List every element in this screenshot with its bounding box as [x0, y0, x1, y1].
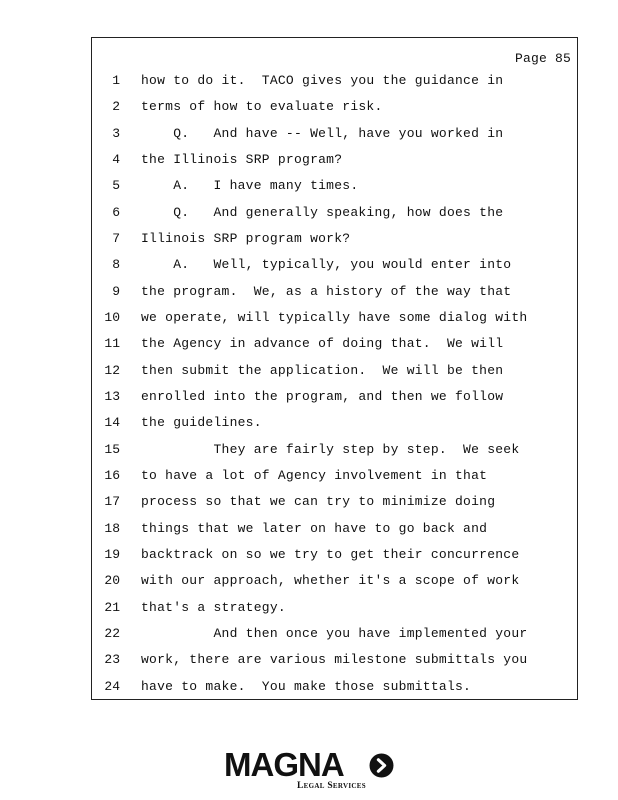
- line-text: Illinois SRP program work?: [141, 230, 351, 246]
- line-text: the guidelines.: [141, 415, 262, 431]
- transcript-line: [92, 571, 577, 591]
- transcript-line: [92, 97, 577, 117]
- line-text: the Agency in advance of doing that. We will: [141, 336, 504, 352]
- line-text: process so that we can try to minimize doing: [141, 494, 496, 510]
- line-number: 9: [112, 283, 120, 299]
- transcript-line: [92, 124, 577, 144]
- transcript-line: [92, 387, 577, 407]
- line-number: 19: [104, 546, 120, 562]
- transcript-line: [92, 440, 577, 460]
- transcript-line: [92, 624, 577, 644]
- line-text: with our approach, whether it's a scope of work: [141, 573, 520, 589]
- line-number: 18: [104, 520, 120, 536]
- line-number: 11: [104, 336, 120, 352]
- transcript-line: [92, 519, 577, 539]
- transcript-line: [92, 229, 577, 249]
- line-text: that's a strategy.: [141, 599, 286, 615]
- line-number: 2: [112, 99, 120, 115]
- line-number: 12: [104, 362, 120, 378]
- page-number: Page 85: [514, 51, 571, 66]
- line-text: then submit the application. We will be then: [141, 362, 504, 378]
- line-text: have to make. You make those submittals.: [141, 678, 472, 694]
- line-number: 3: [112, 125, 120, 141]
- transcript-line: [92, 255, 577, 275]
- line-text: A. I have many times.: [141, 178, 359, 194]
- transcript-line: [92, 176, 577, 196]
- line-number: 22: [104, 625, 120, 641]
- logo-wordmark: MAGNA: [224, 746, 344, 783]
- line-number: 5: [112, 178, 120, 194]
- line-number: 24: [104, 678, 120, 694]
- line-text: Q. And generally speaking, how does the: [141, 204, 504, 220]
- line-number: 10: [104, 309, 120, 325]
- transcript-line: [92, 282, 577, 302]
- transcript-line: [92, 466, 577, 486]
- line-text: terms of how to evaluate risk.: [141, 99, 383, 115]
- transcript-line: [92, 545, 577, 565]
- line-text: Q. And have -- Well, have you worked in: [141, 125, 504, 141]
- transcript-line: [92, 650, 577, 670]
- transcript-line: [92, 71, 577, 91]
- line-text: backtrack on so we try to get their concurrence: [141, 546, 520, 562]
- transcript-line: [92, 334, 577, 354]
- transcript-line: [92, 203, 577, 223]
- line-text: work, there are various milestone submittals you: [141, 652, 528, 668]
- line-text: the program. We, as a history of the way that: [141, 283, 512, 299]
- line-text: the Illinois SRP program?: [141, 151, 343, 167]
- transcript-line: [92, 361, 577, 381]
- transcript-line: [92, 150, 577, 170]
- transcript-line: [92, 308, 577, 328]
- line-number: 16: [104, 467, 120, 483]
- line-number: 6: [112, 204, 120, 220]
- line-number: 17: [104, 494, 120, 510]
- magna-logo: [224, 748, 404, 794]
- line-number: 1: [112, 73, 120, 88]
- line-text: A. Well, typically, you would enter into: [141, 257, 512, 273]
- line-number: 21: [104, 599, 120, 615]
- logo-subtitle: Legal Services: [297, 781, 366, 791]
- transcript-line: [92, 598, 577, 618]
- transcript-line: [92, 492, 577, 512]
- line-text: They are fairly step by step. We seek: [141, 441, 520, 457]
- line-number: 14: [104, 415, 120, 431]
- line-number: 7: [112, 230, 120, 246]
- line-text: how to do it. TACO gives you the guidance in: [141, 73, 504, 88]
- line-number: 4: [112, 151, 120, 167]
- line-text: to have a lot of Agency involvement in that: [141, 467, 488, 483]
- line-number: 15: [104, 441, 120, 457]
- line-text: And then once you have implemented your: [141, 625, 528, 641]
- line-text: we operate, will typically have some dialog with: [141, 309, 528, 325]
- line-number: 13: [104, 388, 120, 404]
- transcript-page: [91, 37, 578, 700]
- line-number: 23: [104, 652, 120, 668]
- arrow-circle-icon: [369, 753, 394, 778]
- line-text: things that we later on have to go back and: [141, 520, 488, 536]
- line-text: enrolled into the program, and then we follow: [141, 388, 504, 404]
- line-number: 8: [112, 257, 120, 273]
- transcript-line: [92, 677, 577, 697]
- line-number: 20: [104, 573, 120, 589]
- transcript-line: [92, 413, 577, 433]
